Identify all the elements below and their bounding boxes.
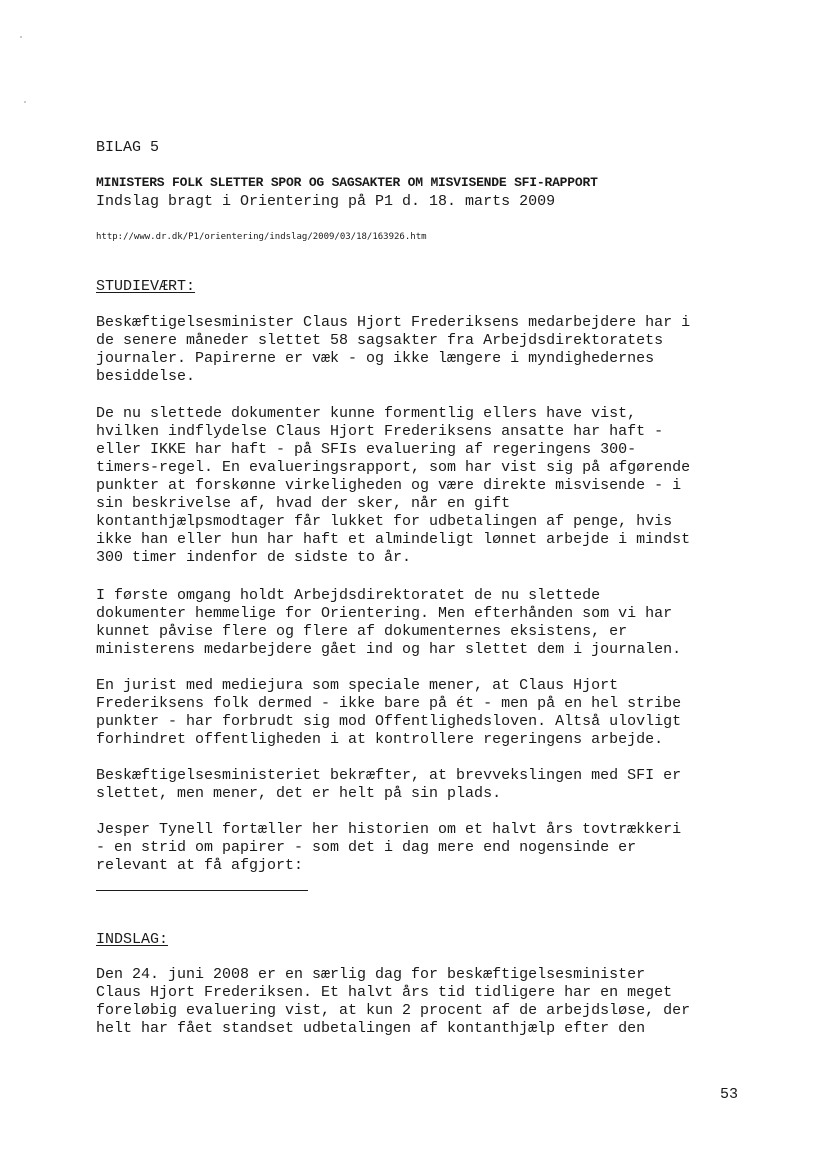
heading-indslag: INDSLAG:	[96, 931, 169, 948]
paragraph: De nu slettede dokumenter kunne formentlig ellers have vist, hvilken indflydelse Claus Hjort Frederiksens ansatte har haft - eller IKKE har haft - på SFIs evaluering af regeringens 300- timers-regel. En evalueringsrapport, som har vist sig på afgørende punkter at forskønne virkeligheden og være direkte misvisende - i sin beskrivelse af, hvad der sker, når en gift kontanthjælpsmodtager får lukket for udbetalingen af penge, hvis ikke han eller hun har haft et almindeligt lønnet arbejde i mindst 300 timer indenfor de sidste to år.	[96, 405, 691, 566]
annex-label: BILAG 5	[96, 139, 160, 156]
scan-speck	[20, 36, 22, 38]
heading-studievaert: STUDIEVÆRT:	[96, 278, 196, 295]
source-url: http://www.dr.dk/P1/orientering/indslag/2009/03/18/163926.htm	[96, 232, 427, 242]
scan-speck	[24, 101, 26, 103]
paragraph: Beskæftigelsesminister Claus Hjort Frederiksens medarbejdere har i de senere måneder slettet 58 sagsakter fra Arbejdsdirektoratets journaler. Papirerne er væk - og ikke længere i myndighedernes besiddelse.	[96, 314, 691, 385]
paragraph: Den 24. juni 2008 er en særlig dag for beskæftigelsesminister Claus Hjort Frederiksen. Et halvt års tid tidligere har en meget foreløbig evaluering vist, at kun 2 procent af de arbejdsløse, der helt har fået standset udbetalingen af kontanthjælp efter den	[96, 966, 691, 1037]
paragraph: En jurist med mediejura som speciale mener, at Claus Hjort Frederiksens folk dermed - ikke bare på ét - men på en hel stribe punkter - har forbrudt sig mod Offentlighedsloven. Altså ulovligt forhindret offentligheden i at kontrollere regeringens arbejde.	[96, 677, 682, 748]
paragraph: I første omgang holdt Arbejdsdirektoratet de nu slettede dokumenter hemmelige for Orientering. Men efterhånden som vi har kunnet påvise flere og flere af dokumenternes eksistens, er ministerens medarbejdere gået ind og har slettet dem i journalen.	[96, 587, 682, 658]
section-divider	[96, 890, 308, 891]
page-number: 53	[720, 1086, 739, 1103]
document-subtitle: Indslag bragt i Orientering på P1 d. 18. marts 2009	[96, 193, 556, 210]
paragraph: Jesper Tynell fortæller her historien om et halvt års tovtrækkeri - en strid om papirer - som det i dag mere end nogensinde er relevant at få afgjort:	[96, 821, 682, 874]
paragraph: Beskæftigelsesministeriet bekræfter, at brevvekslingen med SFI er slettet, men mener, det er helt på sin plads.	[96, 767, 682, 802]
document-title: MINISTERS FOLK SLETTER SPOR OG SAGSAKTER OM MISVISENDE SFI-RAPPORT	[96, 175, 598, 190]
